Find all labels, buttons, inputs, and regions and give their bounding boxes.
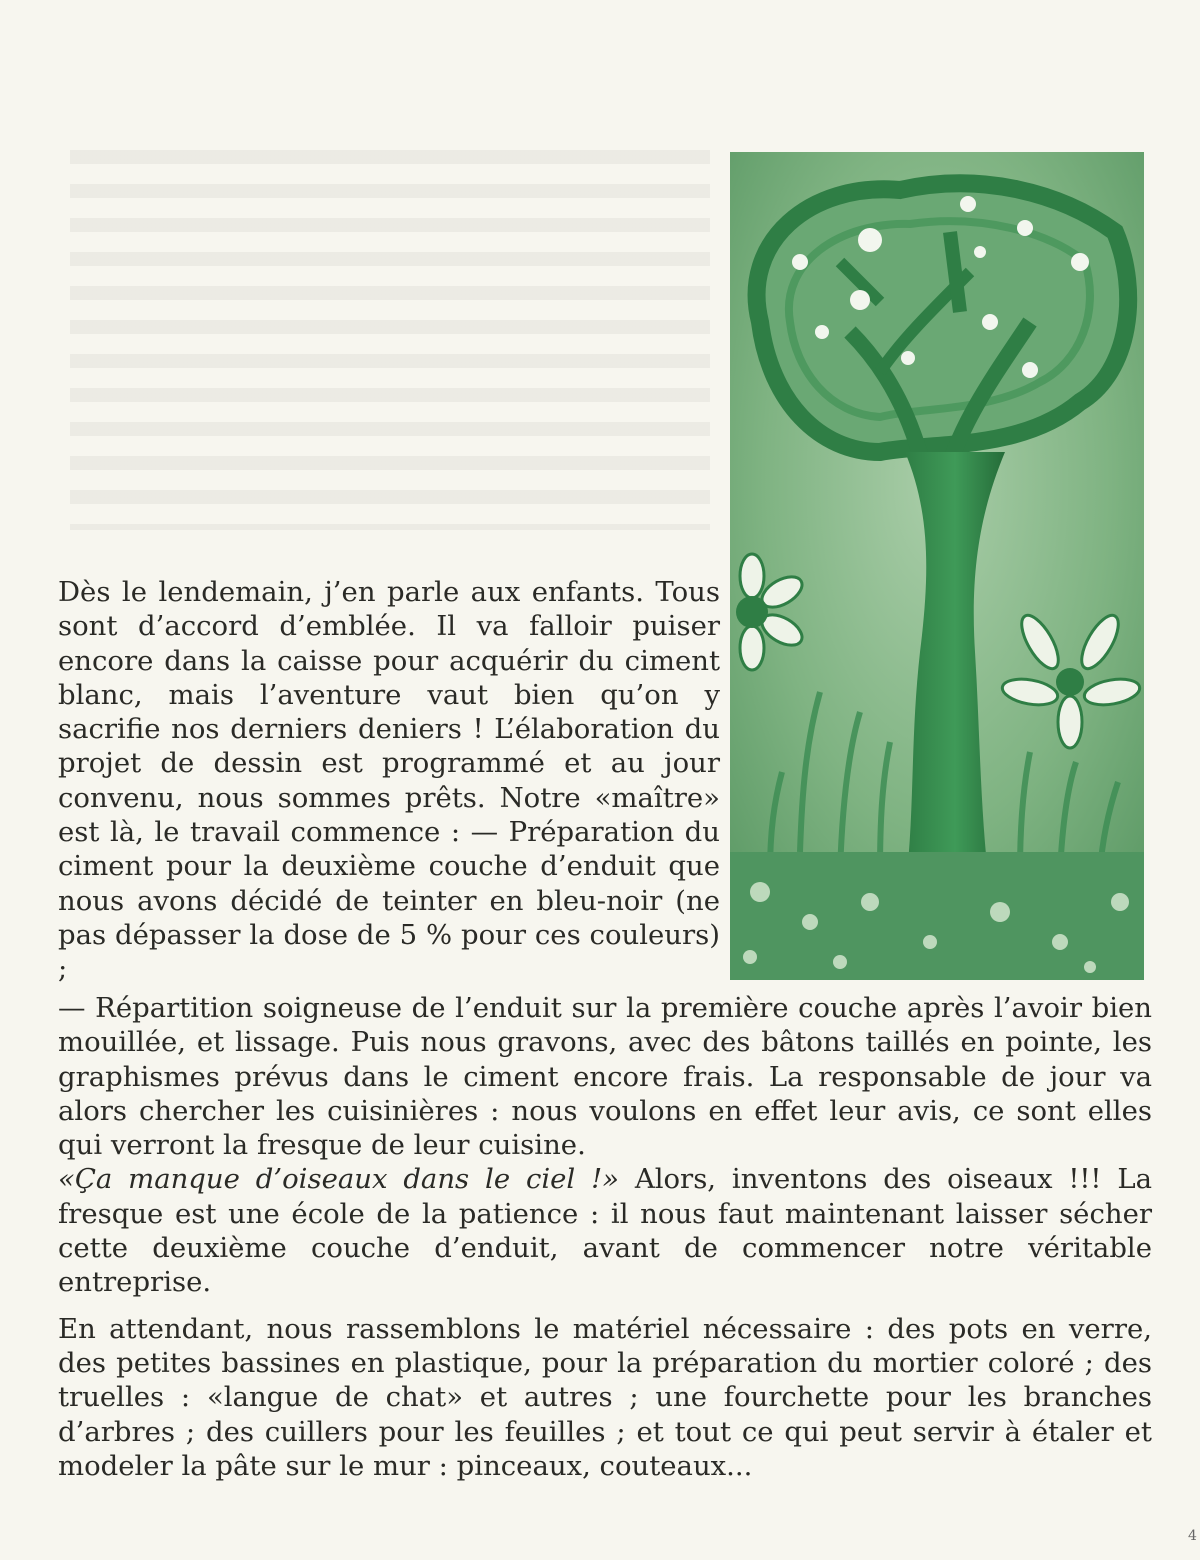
paragraph-repartition: — Répartition soigneuse de l’enduit sur la première couche après l’avoir bien mouillée, et lissage. Puis nous gravons, avec des bâtons taillés en pointe, les graphismes prévus dans le ciment encore frais. La responsable de jour va alors chercher les cuisinières : nous voulons en effet leur avis, ce sont elles qui verront la fresque de leur cuisine. <box>58 992 1152 1162</box>
column-paragraph: Dès le lendemain, j’en parle aux enfants. Tous sont d’accord d’emblée. Il va falloir puiser encore dans la caisse pour acquérir du ciment blanc, mais l’aventure vaut bien qu’on y sacrifie nos derniers deniers ! L’élaboration du projet de dessin est programmé et au jour convenu, nous sommes prêts. Notre «maître» est là, le travail commence : — Préparation du ciment pour la deuxième couche d’enduit que nous avons décidé de teinter en bleu-noir (ne pas dépasser la dose de 5 % pour ces couleurs) ; <box>58 576 720 986</box>
fresco-photo <box>730 152 1144 980</box>
show-through-text <box>70 150 710 530</box>
fresco-tree-image <box>730 152 1144 980</box>
page-number: 4 <box>1188 1528 1197 1544</box>
quote-follow-text: Alors, inventons des oiseaux !!! La fresque est une école de la patience : il nous faut maintenant laisser sécher cette deuxième couche d’enduit, avant de commencer notre véritable entreprise. <box>58 1163 1152 1299</box>
cooks-quote: «Ça manque d’oiseaux dans le ciel !» <box>58 1163 619 1196</box>
column-text-block <box>58 575 720 987</box>
full-width-text-block <box>58 991 1152 1483</box>
paragraph-quote <box>58 1162 1152 1299</box>
paragraph-materials: En attendant, nous rassemblons le matériel nécessaire : des pots en verre, des petites bassines en plastique, pour la préparation du mortier coloré ; des truelles : «langue de chat» et autres ; une fourchette pour les branches d’arbres ; des cuillers pour les feuilles ; et tout ce qui peut servir à étaler et modeler la pâte sur le mur : pinceaux, couteaux... <box>58 1312 1152 1482</box>
